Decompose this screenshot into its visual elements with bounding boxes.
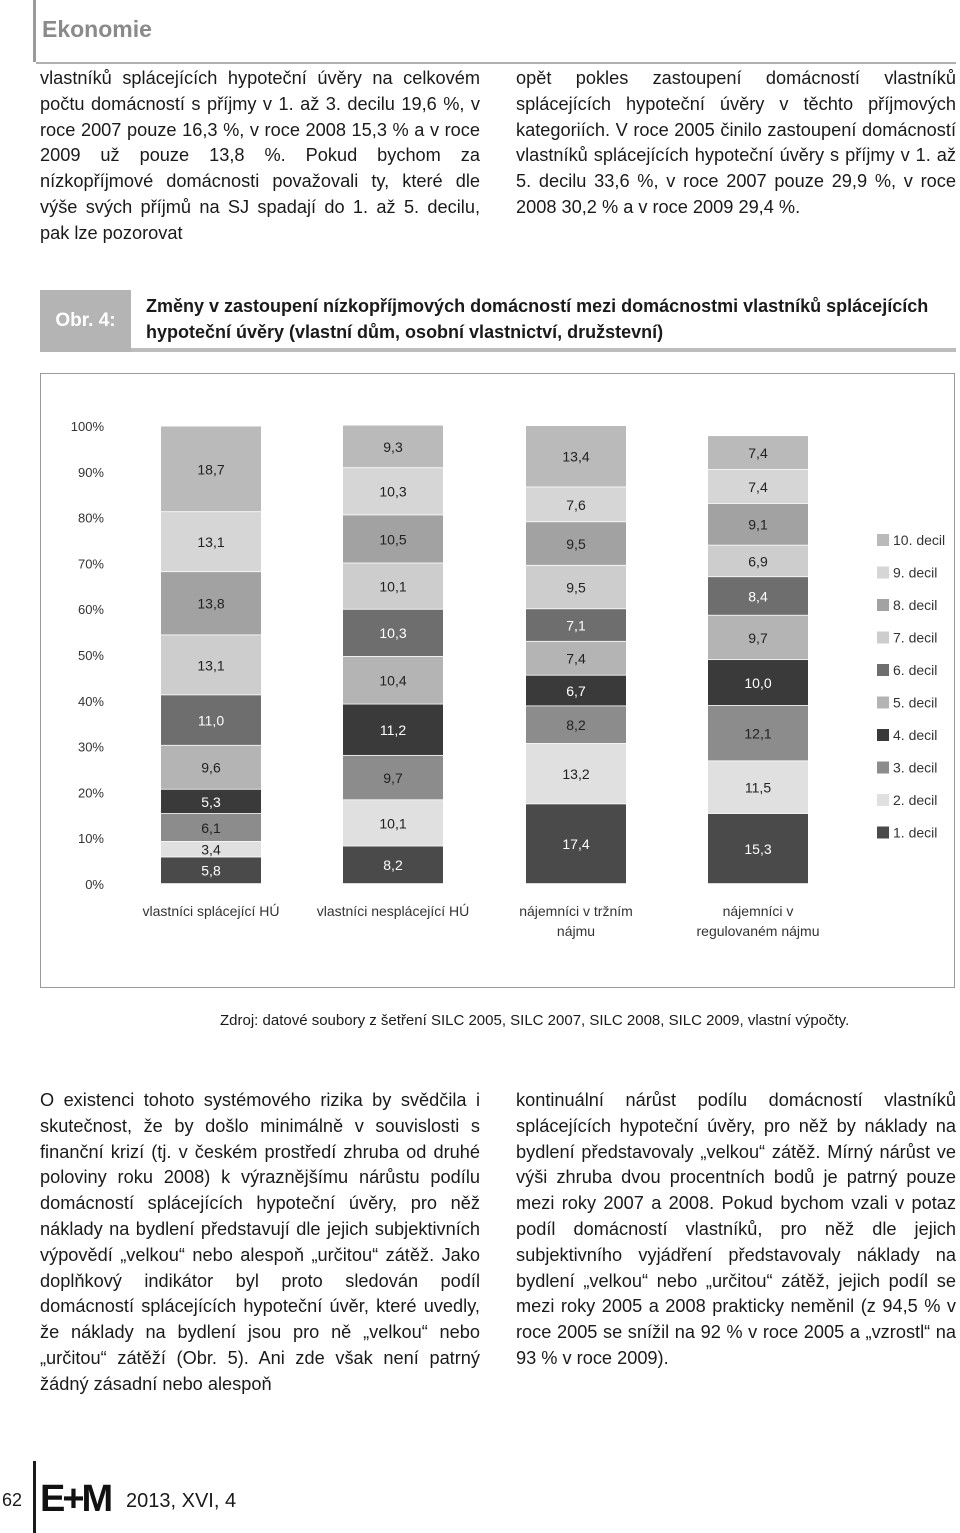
y-tick-label: 30%	[77, 739, 104, 755]
data-label: 9,3	[383, 438, 403, 455]
data-label: 10,3	[379, 625, 407, 642]
legend-swatch	[877, 599, 889, 611]
section-divider	[36, 62, 956, 64]
data-label: 8,4	[748, 588, 768, 605]
legend-swatch	[877, 762, 889, 774]
data-label: 3,4	[201, 841, 221, 858]
data-label: 9,5	[566, 535, 586, 552]
data-label: 11,5	[744, 779, 772, 796]
category-label: nájemníci v	[722, 903, 794, 919]
y-tick-label: 70%	[77, 556, 104, 572]
data-label: 6,9	[748, 553, 768, 570]
data-label: 6,1	[201, 819, 221, 836]
data-label: 7,4	[748, 445, 768, 462]
figure-caption: Změny v zastoupení nízkopříjmových domácností mezi domácnostmi vlastníků splácejících hypoteční úvěry (vlastní dům, osobní vlastnictví, družstevní)	[146, 296, 929, 342]
data-label: 9,1	[748, 516, 768, 533]
data-label: 15,3	[744, 840, 772, 857]
data-label: 10,1	[379, 815, 407, 832]
legend-swatch	[877, 827, 889, 839]
data-label: 9,7	[748, 629, 768, 646]
y-tick-label: 90%	[77, 464, 104, 480]
data-label: 17,4	[562, 836, 590, 853]
data-label: 13,1	[197, 657, 225, 674]
legend-swatch	[877, 534, 889, 546]
data-label: 7,6	[566, 496, 586, 513]
y-tick-label: 80%	[77, 510, 104, 526]
legend-label: 5. decil	[893, 694, 938, 711]
legend-swatch	[877, 664, 889, 676]
data-label: 11,0	[197, 712, 225, 729]
data-label: 10,0	[744, 674, 772, 691]
y-tick-label: 0%	[85, 877, 104, 892]
data-label: 10,5	[379, 531, 407, 548]
legend-label: 7. decil	[893, 629, 938, 646]
stacked-bar-chart	[41, 374, 954, 987]
data-label: 9,5	[566, 579, 586, 596]
figure-label: Obr. 4:	[40, 290, 131, 352]
legend-label: 10. decil	[893, 532, 946, 548]
footer-rule	[33, 1461, 36, 1533]
section-title: Ekonomie	[42, 16, 152, 42]
y-tick-label: 20%	[77, 785, 104, 801]
category-label: nájmu	[556, 923, 596, 939]
data-label: 13,4	[562, 448, 590, 465]
data-label: 7,4	[566, 650, 586, 667]
data-label: 6,7	[566, 682, 586, 699]
data-label: 7,1	[566, 617, 586, 634]
svg-text:E+M: E+M	[40, 1478, 111, 1514]
legend-swatch	[877, 729, 889, 741]
data-label: 8,2	[383, 857, 403, 874]
page-number: 62	[2, 1490, 23, 1510]
section-bar	[33, 0, 36, 62]
figure-source: Zdroj: datové soubory z šetření SILC 2005, SILC 2007, SILC 2008, SILC 2009, vlastní výpočty.	[220, 1012, 850, 1029]
figure-rule	[131, 348, 956, 352]
journal-logo	[40, 1478, 122, 1514]
paragraph-bottom-right: kontinuální nárůst podílu domácností vlastníků splácejících hypoteční úvěry, pro něž by náklady na bydlení představovaly „velkou“ zátěž. Mírný nárůst ve výši zhruba dvou procentních bodů je patrný pouze mezi roky 2007 a 2008. Pokud bychom vzali v potaz podíl domácností vlastníků, pro něž dle jejich subjektivního vyjádření představovaly náklady na bydlení „velkou“ nebo „určitou“ zátěž, jejich podíl se mezi roky 2005 a 2008 prakticky neměnil (z 94,5 % v roce 2005 se snížil na 92 % v roce 2005 a „vzrostl“ na 93 % v roce 2009).	[516, 1090, 956, 1368]
y-tick-label: 100%	[70, 419, 104, 434]
data-label: 11,2	[379, 722, 407, 739]
issue-info: 2013, XVI, 4	[126, 1490, 237, 1512]
paragraph-bottom-left: O existenci tohoto systémového rizika by svědčila i skutečnost, že by došlo minimálně v souvislosti s finanční krizí (tj. v českém prostředí zhruba od druhé poloviny roku 2008) k výraznějšímu nárůstu podílu domácností splácejících hypoteční úvěry, pro něž náklady na bydlení představují dle jejich subjektivních výpovědí „velkou“ nebo alespoň „určitou“ zátěž. Jako doplňkový indikátor byl proto sledován podíl domácností splácejících hypoteční úvěr, které uvedly, že náklady na bydlení jsou pro ně „velkou“ nebo „určitou“ zátěží (Obr. 5). Ani zde však není patrný žádný zásadní nebo alespoň	[40, 1090, 480, 1394]
data-label: 13,1	[197, 534, 225, 551]
data-label: 13,8	[197, 595, 225, 612]
data-label: 10,1	[379, 578, 407, 595]
data-label: 10,3	[379, 483, 407, 500]
category-label: vlastníci nesplácející HÚ	[316, 903, 470, 919]
data-label: 9,7	[383, 769, 403, 786]
y-tick-label: 10%	[77, 831, 104, 847]
legend-label: 2. decil	[893, 792, 938, 808]
data-label: 5,3	[201, 793, 221, 810]
legend-label: 1. decil	[893, 824, 938, 841]
legend-swatch	[877, 697, 889, 709]
data-label: 18,7	[197, 461, 225, 478]
category-label: nájemníci v tržním	[519, 903, 633, 919]
category-label: vlastníci splácející HÚ	[142, 903, 280, 919]
data-label: 10,4	[379, 672, 407, 689]
y-tick-label: 40%	[77, 693, 104, 709]
category-label: regulovaném nájmu	[696, 923, 820, 939]
y-tick-label: 50%	[77, 648, 104, 663]
data-label: 8,2	[566, 717, 586, 734]
data-label: 7,4	[748, 478, 768, 495]
legend-label: 4. decil	[893, 727, 938, 743]
data-label: 5,8	[201, 862, 221, 879]
y-tick-label: 60%	[77, 602, 104, 618]
legend-label: 3. decil	[893, 759, 938, 776]
paragraph-top-left: vlastníků splácejících hypoteční úvěry na celkovém počtu domácností s příjmy v 1. až 3. decilu 19,6 %, v roce 2007 pouze 16,3 %, v roce 2008 15,3 % a v roce 2009 už pouze 13,8 %. Pokud bychom za nízkopříjmové domácnosti považovali ty, které dle výše svých příjmů na SJ spadají do 1. až 5. decilu, pak lze pozorovat	[40, 68, 480, 243]
legend-swatch	[877, 794, 889, 806]
legend-label: 6. decil	[893, 662, 938, 678]
data-label: 12,1	[744, 725, 772, 742]
legend-label: 9. decil	[893, 564, 938, 581]
chart-frame	[40, 373, 955, 988]
legend-swatch	[877, 567, 889, 579]
data-label: 13,2	[562, 766, 590, 783]
paragraph-top-right: opět pokles zastoupení domácností vlastníků splácejících hypoteční úvěry v těchto příjmových kategoriích. V roce 2005 činilo zastoupení domácností vlastníků splácejících hypoteční úvěry s příjmy v 1. až 5. decilu 33,6 %, v roce 2007 pouze 29,9 %, v roce 2008 30,2 % a v roce 2009 29,4 %.	[516, 68, 956, 217]
legend-swatch	[877, 632, 889, 644]
legend-label: 8. decil	[893, 597, 938, 613]
data-label: 9,6	[201, 759, 221, 776]
